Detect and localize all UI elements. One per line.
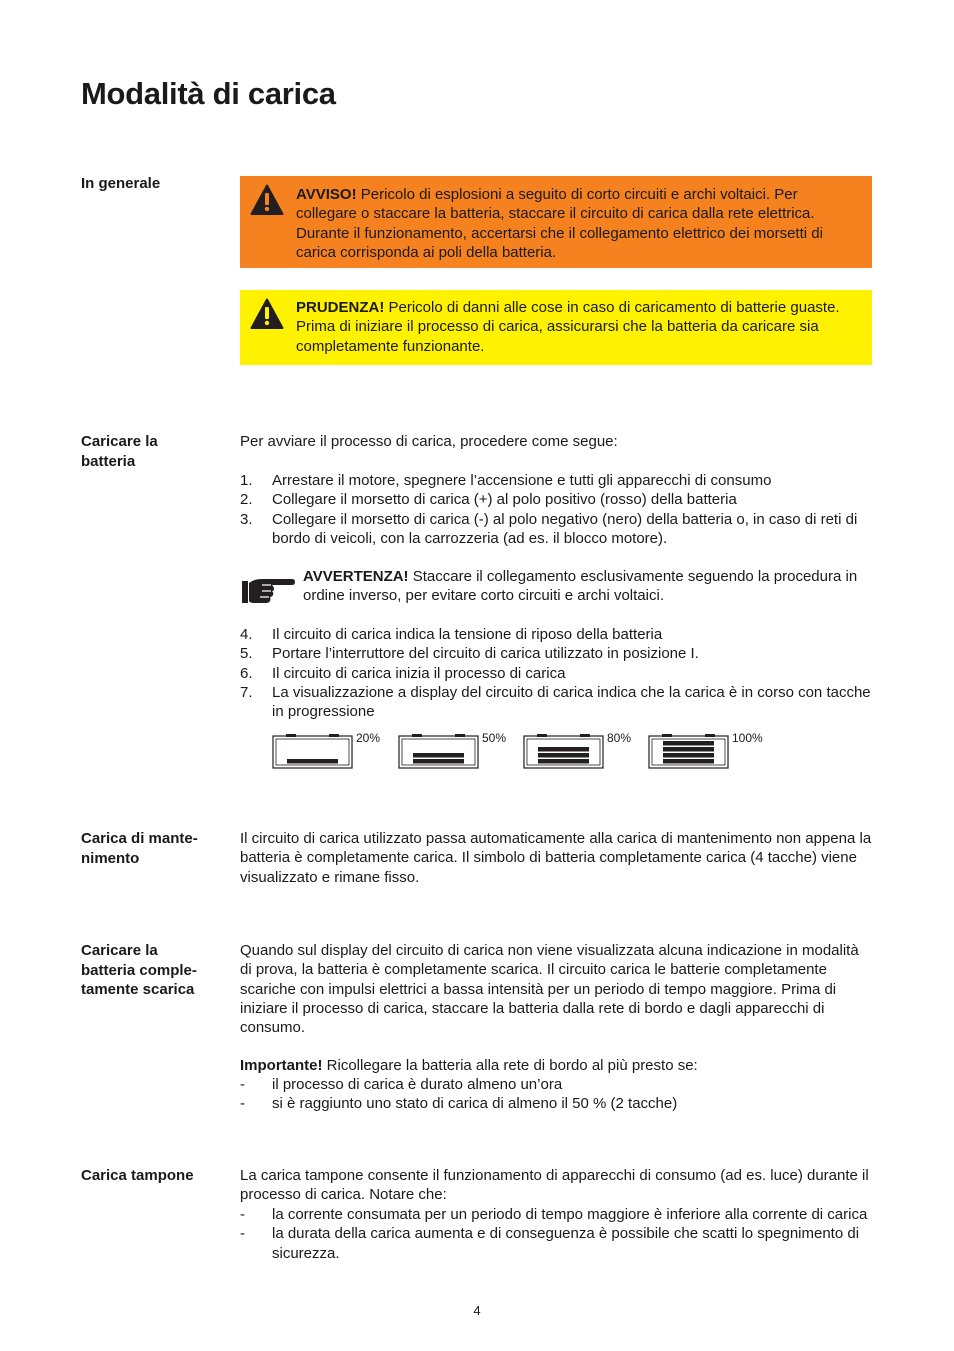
- battery-icon: [272, 733, 354, 769]
- battery-terminal: [329, 734, 339, 737]
- battery-charge-bar: [663, 741, 714, 746]
- steps-list-b: [240, 625, 872, 721]
- battery-terminal: [537, 734, 547, 737]
- battery-charge-bar: [538, 753, 589, 758]
- list-item: 7. La visualizzazione a display del circuito di carica indica che la carica è in corso con tacche in progressione: [240, 683, 871, 721]
- battery-level-100: [648, 731, 763, 773]
- important-text: Importante! Ricollegare la batteria alla rete di bordo al più presto se:: [240, 1057, 698, 1074]
- section-label-charging: Caricare la batteria: [81, 433, 158, 470]
- section-label-deep-discharge: Caricare la batteria completamente scarica: [81, 942, 197, 998]
- pointing-hand-icon: [240, 573, 296, 605]
- maintenance-text: Il circuito di carica utilizzato passa automaticamente alla carica di mantenimento non appena la batteria è completamente carica. Il simbolo di batteria completamente carica (4 tacche) viene visualizzato e rimane fisso.: [240, 830, 872, 886]
- battery-level-20: [272, 731, 381, 773]
- battery-terminal: [580, 734, 590, 737]
- battery-terminal: [662, 734, 672, 737]
- page-number: 4: [473, 1303, 481, 1318]
- battery-charge-bar: [287, 759, 338, 764]
- battery-terminal: [455, 734, 465, 737]
- buffer-text: La carica tampone consente il funzionamento di apparecchi di consumo (ad es. luce) durante il processo di carica. Notare che:: [240, 1167, 869, 1204]
- steps-list-a: [240, 471, 872, 548]
- deep-discharge-text: Quando sul display del circuito di carica non viene visualizzata alcuna indicazione in modalità di prova, la batteria è completamente scarica. Il circuito carica le batterie completamente scariche con impulsi elettrici a bassa intensità per un periodo di tempo maggiore. Prima di iniziare il processo di carica, staccare la batteria dalla rete di bordo e dagli apparecchi di consumo.: [240, 942, 859, 1037]
- list-item: - si è raggiunto uno stato di carica di almeno il 50 % (2 tacche): [240, 1095, 678, 1113]
- list-item: 4. Il circuito di carica indica la tensione di riposo della batteria: [240, 626, 663, 643]
- warning-triangle-icon: [250, 298, 284, 330]
- battery-charge-bar: [538, 759, 589, 764]
- battery-terminal: [705, 734, 715, 737]
- section-label-buffer: Carica tampone: [81, 1167, 194, 1184]
- warning-triangle-icon: [250, 184, 284, 216]
- page-title: Modalità di carica: [81, 76, 336, 111]
- battery-level-80: [523, 731, 632, 773]
- battery-level-label: 80%: [607, 731, 632, 745]
- list-item: 6. Il circuito di carica inizia il processo di carica: [240, 664, 566, 682]
- list-item: - la durata della carica aumenta e di conseguenza è possibile che scatti lo spegnimento di sicurezza.: [240, 1225, 860, 1262]
- battery-charge-bar: [538, 747, 589, 752]
- battery-level-label: 50%: [482, 731, 507, 745]
- warning-box: [240, 176, 872, 268]
- battery-terminal: [286, 734, 296, 737]
- note-box: [240, 567, 872, 607]
- battery-terminal: [412, 734, 422, 737]
- list-item: 5. Portare l’interruttore del circuito di carica utilizzato in posizione I.: [240, 645, 699, 663]
- battery-level-label: 100%: [732, 731, 763, 745]
- list-item: 1. Arrestare il motore, spegnere l’accensione e tutti gli apparecchi di consumo: [240, 472, 772, 489]
- battery-charge-bar: [663, 759, 714, 764]
- battery-charge-bar: [663, 753, 714, 758]
- battery-charge-bar: [663, 747, 714, 752]
- battery-charge-bar: [413, 759, 464, 764]
- list-item: 2. Collegare il morsetto di carica (+) al polo positivo (rosso) della batteria: [240, 491, 737, 509]
- battery-icon: [398, 733, 480, 769]
- section-label-general: In generale: [81, 175, 161, 192]
- warning-text: AVVISO! Pericolo di esplosioni a seguito di corto circuiti e archi voltaici. Per collegare o staccare la batteria, staccare il circuito di carica dalla rete elettrica. Durante il funzionamento, accertarsi che il collegamento elettrico dei morsetti di carica corrisponda ai poli della batteria.: [296, 186, 823, 261]
- list-item: 3. Collegare il morsetto di carica (-) al polo negativo (nero) della batteria o, in caso di reti di bordo di veicoli, con la carrozzeria (ad es. il blocco motore).: [240, 510, 858, 547]
- section-label-maintenance: Carica di mantenimento: [81, 830, 198, 867]
- important-bullets: [240, 1075, 872, 1114]
- list-item: - il processo di carica è durato almeno un’ora: [240, 1076, 563, 1093]
- charging-intro: Per avviare il processo di carica, procedere come segue:: [240, 433, 618, 450]
- caution-text: PRUDENZA! Pericolo di danni alle cose in caso di caricamento di batterie guaste. Prima di iniziare il processo di carica, assicurarsi che la batteria da caricare sia completamente funzionante.: [296, 299, 840, 355]
- battery-icon: [648, 733, 730, 769]
- battery-charge-bar: [413, 753, 464, 758]
- caution-box: [240, 290, 872, 365]
- buffer-bullets: [240, 1205, 872, 1263]
- battery-icon: [523, 733, 605, 769]
- note-text: AVVERTENZA! Staccare il collegamento esclusivamente seguendo la procedura in ordine inverso, per evitare corto circuiti e archi voltaici.: [303, 568, 858, 605]
- list-item: - la corrente consumata per un periodo di tempo maggiore è inferiore alla corrente di carica: [240, 1206, 868, 1223]
- battery-level-label: 20%: [356, 731, 381, 745]
- battery-level-50: [398, 731, 507, 773]
